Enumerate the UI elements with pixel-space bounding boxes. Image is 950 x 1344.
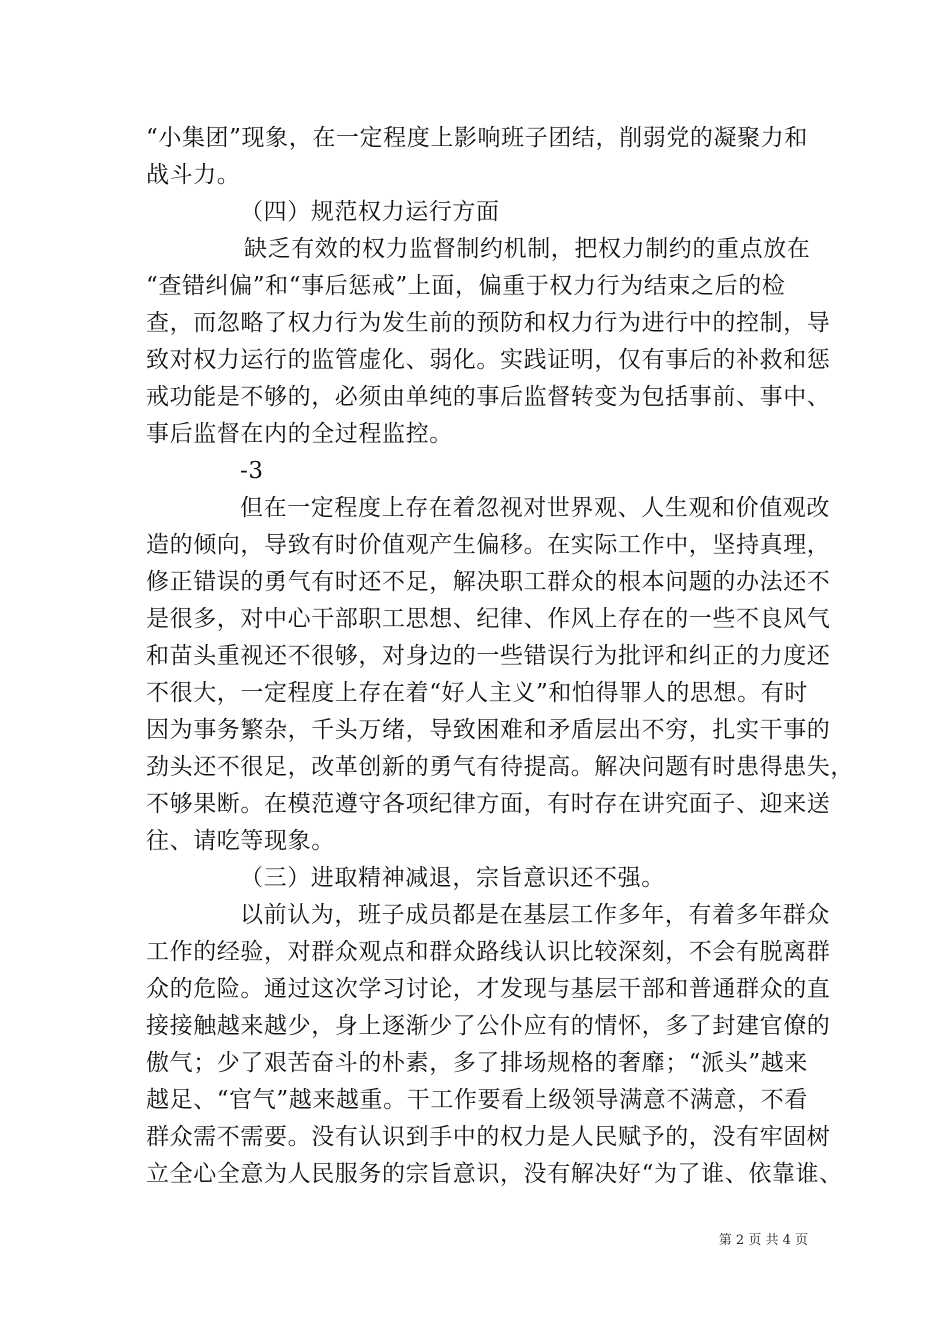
text-line: 修正错误的勇气有时还不足，解决职工群众的根本问题的办法还不 bbox=[146, 569, 831, 595]
text-line: 战斗力。 bbox=[146, 162, 241, 188]
text-line: 造的倾向，导致有时价值观产生偏移。在实际工作中，坚持真理， bbox=[146, 532, 831, 558]
text-line: 众的危险。通过这次学习讨论，才发现与基层干部和普通群众的直 bbox=[146, 976, 831, 1002]
text-line: 戒功能是不够的，必须由单纯的事后监督转变为包括事前、事中、 bbox=[146, 384, 831, 410]
text-line: 立全心全意为人民服务的宗旨意识，没有解决好“为了谁、依靠谁、 bbox=[146, 1161, 843, 1187]
text-line: “小集团”现象，在一定程度上影响班子团结，削弱党的凝聚力和 bbox=[146, 125, 808, 151]
text-line: 不够果断。在模范遵守各项纪律方面，有时存在讲究面子、迎来送 bbox=[146, 791, 831, 817]
text-line: “查错纠偏”和“事后惩戒”上面，偏重于权力行为结束之后的检 bbox=[146, 273, 786, 299]
text-line: 往、请吃等现象。 bbox=[146, 828, 335, 854]
text-line: 以前认为，班子成员都是在基层工作多年，有着多年群众 bbox=[240, 902, 830, 928]
text-line: 傲气；少了艰苦奋斗的朴素，多了排场规格的奢靡；“派头”越来 bbox=[146, 1050, 808, 1076]
text-line: -3 bbox=[240, 458, 264, 484]
text-line: 但在一定程度上存在着忽视对世界观、人生观和价值观改 bbox=[240, 495, 830, 521]
text-line: 致对权力运行的监管虚化、弱化。实践证明，仅有事后的补救和惩 bbox=[146, 347, 831, 373]
text-line: 接接触越来越少，身上逐渐少了公仆应有的情怀，多了封建官僚的 bbox=[146, 1013, 831, 1039]
text-line: 越足、“官气”越来越重。干工作要看上级领导满意不满意，不看 bbox=[146, 1087, 808, 1113]
section-heading: （三）进取精神减退，宗旨意识还不强。 bbox=[240, 865, 665, 891]
text-line: 是很多，对中心干部职工思想、纪律、作风上存在的一些不良风气 bbox=[146, 606, 831, 632]
section-heading: （四）规范权力运行方面 bbox=[240, 199, 500, 225]
text-line: 不很大，一定程度上存在着“好人主义”和怕得罪人的思想。有时 bbox=[146, 680, 808, 706]
text-line: 和苗头重视还不很够，对身边的一些错误行为批评和纠正的力度还 bbox=[146, 643, 831, 669]
text-line: 劲头还不很足，改革创新的勇气有待提高。解决问题有时患得患失， bbox=[146, 754, 854, 780]
text-line: 事后监督在内的全过程监控。 bbox=[146, 421, 453, 447]
text-line: 查，而忽略了权力行为发生前的预防和权力行为进行中的控制，导 bbox=[146, 310, 831, 336]
page-number-footer: 第 2 页 共 4 页 bbox=[718, 1233, 808, 1248]
text-line: 工作的经验，对群众观点和群众路线认识比较深刻，不会有脱离群 bbox=[146, 939, 831, 965]
text-line: 因为事务繁杂，千头万绪，导致困难和矛盾层出不穷，扎实干事的 bbox=[146, 717, 831, 743]
text-line: 群众需不需要。没有认识到手中的权力是人民赋予的，没有牢固树 bbox=[146, 1124, 831, 1150]
text-line: 缺乏有效的权力监督制约机制，把权力制约的重点放在 bbox=[244, 236, 811, 262]
